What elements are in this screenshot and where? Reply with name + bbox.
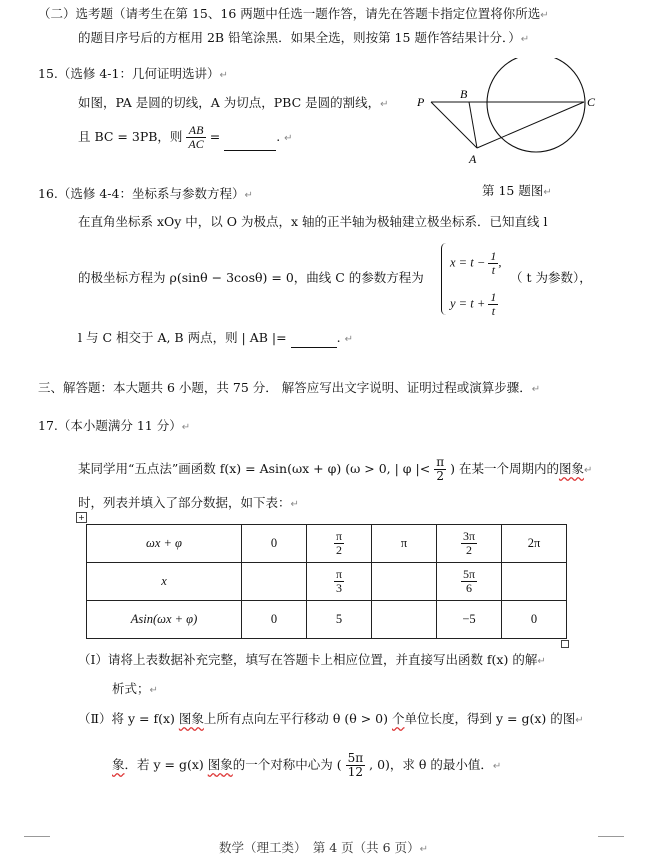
param-y-frac: $\frac{1}{t}$ bbox=[490, 290, 497, 318]
section2-line2: 的题目序号后的方框用 2B 铅笔涂黑．如果全选，则按第 15 题作答结果计分．）↵ bbox=[78, 30, 530, 45]
table-cell bbox=[372, 563, 437, 601]
q17-line1: 某同学用“五点法”画函数 f(x) = Asin(ωx + φ) (ω > 0, | φ |< $\frac{\pi}{2}$ ) 在某一个周期内的图象↵ bbox=[78, 455, 593, 483]
label-a: A bbox=[469, 152, 477, 166]
q16-answer-blank bbox=[291, 335, 337, 348]
q16-line2: 的极坐标方程为 ρ(sinθ − 3cosθ) = 0，曲线 C 的参数方程为 bbox=[78, 270, 424, 285]
q15-figure-caption: 第 15 题图↵ bbox=[482, 183, 552, 198]
q17-part2-line2: 象．若 y = g(x) 图象的一个对称中心为 ( $\frac{5\pi}{12}$ , 0)，求 θ 的最小值．↵ bbox=[112, 751, 502, 779]
table-cell-head: ωx + φ bbox=[87, 525, 242, 563]
table-resize-handle[interactable] bbox=[561, 640, 569, 648]
table-row bbox=[87, 525, 567, 563]
table-cell bbox=[372, 601, 437, 639]
q17-part1-line2: 析式；↵ bbox=[112, 681, 158, 696]
label-c: C bbox=[587, 95, 596, 109]
table-cell bbox=[502, 563, 567, 601]
q17-header: 17.（本小题满分 11 分）↵ bbox=[38, 418, 191, 433]
label-b: B bbox=[460, 87, 468, 101]
table-cell: $\frac{\pi}{3}$ bbox=[307, 563, 372, 601]
q15-line1: 如图，PA 是圆的切线，A 为切点，PBC 是圆的割线，↵ bbox=[78, 95, 389, 110]
page-footer: 数学（理工类） 第 4 页（共 6 页）↵ bbox=[219, 840, 428, 855]
table-cell: $\frac{3\pi}{2}$ bbox=[437, 525, 502, 563]
footer-rule-left bbox=[24, 836, 50, 837]
q16-line1: 在直角坐标系 xOy 中，以 O 为极点，x 轴的正半轴为极轴建立极坐标系．已知直线 l bbox=[78, 214, 548, 229]
q17-line2: 时，列表并填入了部分数据，如下表：↵ bbox=[78, 495, 299, 510]
table-cell: 5 bbox=[307, 601, 372, 639]
table-row bbox=[87, 601, 567, 639]
table-cell: 2π bbox=[502, 525, 567, 563]
q15-fraction: $\frac{AB}{AC}$ bbox=[188, 123, 204, 151]
label-p: P bbox=[417, 95, 425, 109]
footer-rule-right bbox=[598, 836, 624, 837]
table-cell: −5 bbox=[437, 601, 502, 639]
chord-ac bbox=[477, 102, 584, 148]
param-x-frac: $\frac{1}{t}$ bbox=[490, 249, 497, 277]
q15-answer-blank bbox=[224, 138, 276, 151]
table-cell: 0 bbox=[242, 525, 307, 563]
table-cell: 0 bbox=[242, 601, 307, 639]
param-brace bbox=[441, 243, 446, 315]
q16-line3: l 与 C 相交于 A, B 两点，则 | AB |= . ↵ bbox=[78, 330, 353, 348]
table-cell bbox=[242, 563, 307, 601]
section3-header: 三、解答题：本大题共 6 小题，共 75 分． 解答应写出文字说明、证明过程或演算步骤．↵ bbox=[38, 380, 541, 395]
q17-part2-line1: （Ⅱ）将 y = f(x) 图象上所有点向左平行移动 θ (θ > 0) 个单位长度，得到 y = g(x) 的图↵ bbox=[78, 711, 584, 726]
q17-frac-5pi-12: $\frac{5\pi}{12}$ bbox=[347, 751, 364, 779]
section2-line1: （二）选考题（请考生在第 15、16 两题中任选一题作答，请先在答题卡指定位置将你所选↵ bbox=[38, 6, 549, 21]
param-y-equation: y = t + $\frac{1}{t}$ bbox=[450, 290, 497, 318]
table-row bbox=[87, 563, 567, 601]
table-cell: $\frac{\pi}{2}$ bbox=[307, 525, 372, 563]
q17-part1-line1: （Ⅰ）请将上表数据补充完整，填写在答题卡上相应位置，并直接写出函数 f(x) 的解↵ bbox=[78, 652, 546, 667]
q17-frac-pi-2: $\frac{\pi}{2}$ bbox=[436, 455, 445, 483]
q16-header: 16.（选修 4-4：坐标系与参数方程）↵ bbox=[38, 186, 253, 201]
table-cell-head: x bbox=[87, 563, 242, 601]
q15-figure bbox=[415, 58, 605, 176]
q17-data-table bbox=[86, 524, 567, 639]
table-cell-head: Asin(ωx + φ) bbox=[87, 601, 242, 639]
table-cell: π bbox=[372, 525, 437, 563]
param-x-equation: x = t − $\frac{1}{t}$ , bbox=[450, 249, 502, 277]
q15-header: 15.（选修 4-1：几何证明选讲）↵ bbox=[38, 66, 228, 81]
table-move-handle[interactable]: + bbox=[76, 512, 87, 523]
table-cell: 0 bbox=[502, 601, 567, 639]
q15-line2: 且 BC = 3PB，则 $\frac{AB}{AC}$ = . ↵ bbox=[78, 123, 293, 151]
param-note: （ t 为参数）， bbox=[510, 270, 592, 285]
table-cell: $\frac{5\pi}{6}$ bbox=[437, 563, 502, 601]
